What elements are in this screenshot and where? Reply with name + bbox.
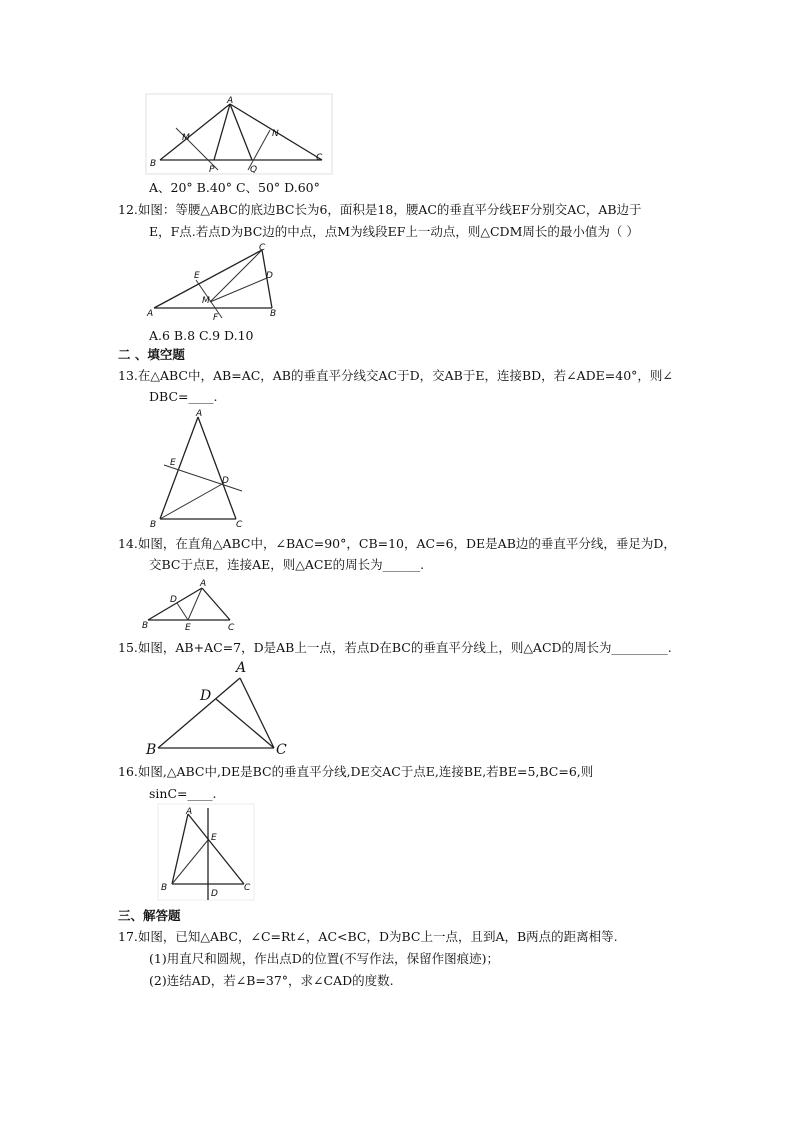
q13-triangle-diagram [148,407,258,529]
q16-label-c: C [244,883,251,893]
q11-label-a: A [227,96,234,106]
q12-label-b: B [270,309,277,319]
q15-label-c: C [276,742,287,758]
q11-label-m: M [182,133,190,143]
q11-label-n: N [272,129,279,139]
q16-label-d: D [211,889,218,899]
q14-text-line2: 交BC于点E，连接AE，则△ACE的周长为______. [149,557,425,572]
q16-label-e: E [211,833,217,843]
section2-title: 二 、填空题 [118,347,185,362]
q12-label-f: F [213,313,219,323]
q17-text-line1: 17.如图，已知△ABC，∠C=Rt∠，AC<BC，D为BC上一点，且到A，B两点的距离相等. [118,929,618,944]
q13-label-b: B [150,520,157,530]
q11-triangle-diagram [146,94,336,176]
q14-label-c: C [228,623,235,633]
q15-label-d: D [200,688,212,704]
q13-label-d: D [222,476,229,486]
q13-label-c: C [236,520,243,530]
q11-figure [146,94,336,176]
q12-label-m: M [202,296,210,306]
q12-label-a: A [147,309,154,319]
q14-label-e: E [185,623,191,633]
q11-options: A、20° B.40° C、50° D.60° [149,180,320,195]
q11-label-b: B [150,159,157,169]
q15-label-a: A [236,660,247,676]
q12-label-d: D [266,271,273,281]
q14-label-d: D [170,595,177,605]
q12-label-e: E [194,271,200,281]
q14-label-b: B [142,621,149,631]
q13-figure [148,407,258,529]
q12-triangle-diagram [146,242,286,322]
q12-options: A.6 B.8 C.9 D.10 [149,328,254,343]
q16-triangle-diagram [158,804,258,902]
q12-figure [146,242,286,322]
q11-label-q: Q [250,165,258,175]
q13-label-a: A [196,409,203,419]
q12-label-c: C [259,243,266,253]
q16-text-line2: sinC=____. [149,786,217,801]
q11-label-c: C [316,153,323,163]
q13-text-line2: DBC=____. [149,389,218,404]
q15-figure [144,658,294,758]
q14-text-line1: 14.如图，在直角△ABC中，∠BAC=90°，CB=10，AC=6，DE是AB边的垂直平分线，垂足为D， [118,536,676,551]
q16-text-line1: 16.如图,△ABC中,DE是BC的垂直平分线,DE交AC于点E,连接BE,若BE=5,BC=6,则 [118,764,594,779]
q16-label-a: A [186,807,193,817]
q14-triangle-diagram [142,576,242,634]
q16-figure [158,804,258,902]
q13-text-line1: 13.在△ABC中，AB=AC，AB的垂直平分线交AC于D，交AB于E，连接BD，若∠ADE=40°，则∠ [118,368,673,383]
q14-label-a: A [200,579,207,589]
q13-label-e: E [170,458,176,468]
q12-text-line1: 12.如图：等腰△ABC的底边BC长为6，面积是18，腰AC的垂直平分线EF分别交AC，AB边于 [118,202,642,217]
q11-label-p: P [209,165,215,175]
q15-triangle-diagram [144,658,294,758]
q14-figure [142,576,242,634]
q12-text-line2: E，F点.若点D为BC边的中点，点M为线段EF上一动点，则△CDM周长的最小值为（ ） [149,224,639,239]
q17-text-line3: (2)连结AD，若∠B=37°，求∠CAD的度数. [149,973,394,988]
q17-text-line2: (1)用直尺和圆规，作出点D的位置(不写作法，保留作图痕迹)； [149,951,499,966]
section3-title: 三、解答题 [118,908,181,923]
q15-label-b: B [146,742,157,758]
q16-label-b: B [161,883,168,893]
q15-text-line1: 15.如图，AB+AC=7，D是AB上一点，若点D在BC的垂直平分线上，则△ACD的周长为_________. [118,640,672,655]
